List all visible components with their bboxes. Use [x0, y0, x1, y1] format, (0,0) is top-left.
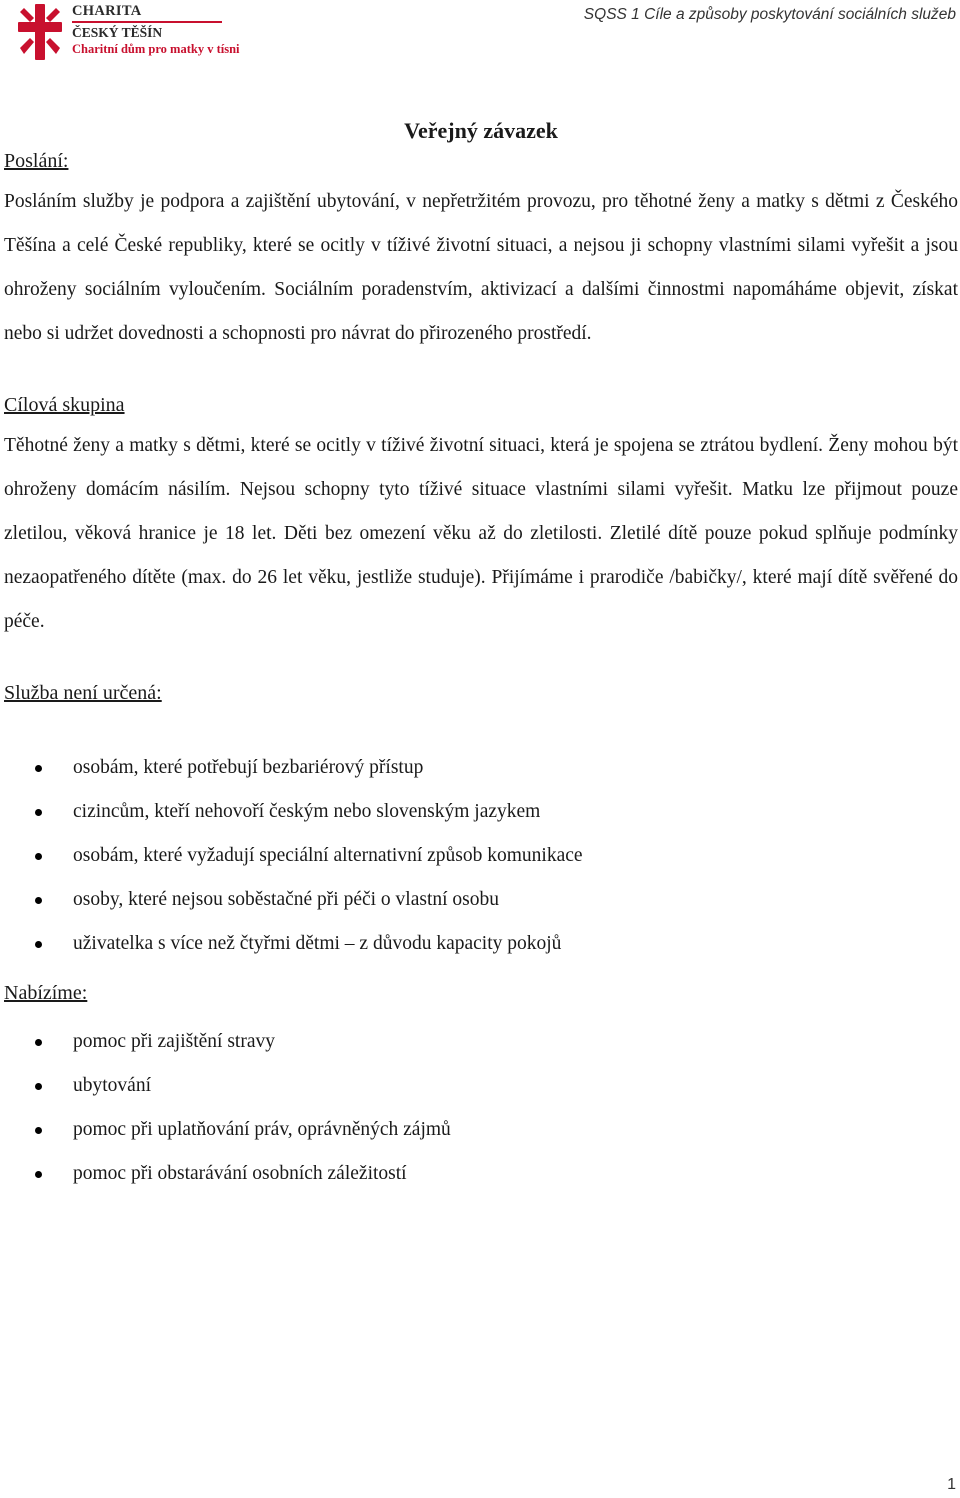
list-item-text: osobám, které potřebují bezbariérový přístup: [73, 757, 424, 778]
bullet-icon: [35, 1171, 42, 1178]
list-item-text: cizincům, kteří nehovoří českým nebo slovenským jazykem: [73, 801, 541, 822]
list-item: [4, 1152, 958, 1196]
not-intended-heading: Služba není určená:: [4, 682, 162, 704]
list-item-text: ubytování: [73, 1075, 151, 1096]
list-item: [4, 790, 958, 834]
list-item: [4, 1108, 958, 1152]
page-header: [0, 0, 960, 70]
list-item-text: pomoc při uplatňování práv, oprávněných zájmů: [73, 1119, 451, 1140]
bullet-icon: [35, 765, 42, 772]
target-group-heading: Cílová skupina: [4, 394, 125, 416]
list-item-text: pomoc při obstarávání osobních záležitostí: [73, 1163, 407, 1184]
list-item: [4, 878, 958, 922]
charita-cross-logo-icon: [16, 2, 64, 62]
list-item-text: uživatelka s více než čtyřmi dětmi – z důvodu kapacity pokojů: [73, 933, 562, 954]
logo-divider: [72, 21, 222, 23]
page-number: 1: [947, 1476, 956, 1493]
page-title: Veřejný závazek: [404, 118, 558, 143]
bullet-icon: [35, 1083, 42, 1090]
list-item: [4, 746, 958, 790]
list-item: [4, 834, 958, 878]
logo-line-3: Charitní dům pro matky v tísni: [72, 41, 240, 56]
target-group-text: Těhotné ženy a matky s dětmi, které se ocitly v tíživé životní situaci, která je spojena se ztrátou bydlení. Ženy mohou být ohroženy domácím násilím. Nejsou schopny tyto tíživé situace vlastními silami vyřešit. Matku lze přijmout pouze zletilou, věková hranice je 18 let. Děti bez omezení věku až do zletilosti. Zletilé dítě pouze pokud splňuje podmínky nezaopatřeného dítěte (max. do 26 let věku, jestliže studuje). Přijímáme i prarodiče /babičky/, které mají dítě svěřené do péče.: [4, 435, 958, 632]
bullet-icon: [35, 853, 42, 860]
logo-text: [72, 2, 240, 57]
mission-heading: Poslání:: [4, 150, 69, 172]
document-body: [4, 112, 958, 1196]
bullet-icon: [35, 809, 42, 816]
not-intended-list: [4, 746, 958, 966]
offer-heading: Nabízíme:: [4, 982, 88, 1004]
mission-text: Posláním služby je podpora a zajištění ubytování, v nepřetržitém provozu, pro těhotné ženy a matky s dětmi z Českého Těšína a celé České republiky, které se ocitly v tíživé životní situaci, a nejsou ji schopny vlastními silami vyřešit a jsou ohroženy sociálním vyloučením. Sociálním poradenstvím, aktivizací a dalšími činnostmi napomáháme objevit, získat nebo si udržet dovednosti a schopnosti pro návrat do přirozeného prostředí.: [4, 191, 958, 344]
list-item-text: osoby, které nejsou soběstačné při péči o vlastní osobu: [73, 889, 500, 910]
list-item-text: pomoc při zajištění stravy: [73, 1031, 275, 1052]
list-item-text: osobám, které vyžadují speciální alternativní způsob komunikace: [73, 845, 583, 866]
bullet-icon: [35, 941, 42, 948]
logo-line-1: CHARITA: [72, 3, 142, 19]
bullet-icon: [35, 1039, 42, 1046]
charita-logo: [16, 2, 240, 62]
list-item: [4, 922, 958, 966]
bullet-icon: [35, 1127, 42, 1134]
list-item: [4, 1064, 958, 1108]
list-item: [4, 1020, 958, 1064]
offer-list: [4, 1020, 958, 1196]
logo-line-2: ČESKÝ TĚŠÍN: [72, 24, 163, 40]
bullet-icon: [35, 897, 42, 904]
document-header-title: SQSS 1 Cíle a způsoby poskytování sociálních služeb: [583, 6, 956, 23]
